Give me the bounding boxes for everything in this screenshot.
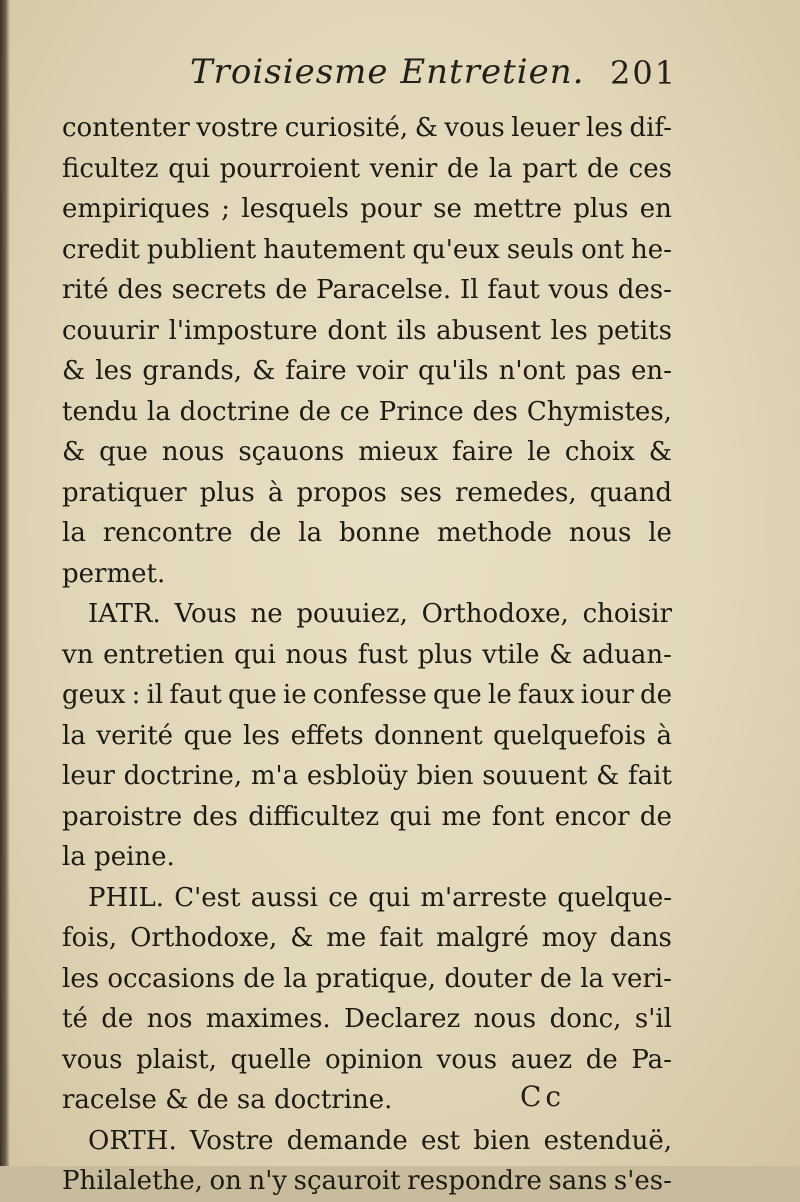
text-line: contenter vostre curiosité, & vous leuer les dif- (62, 113, 672, 143)
text-line: couurir l'imposture dont ils abusent les petits (62, 315, 672, 346)
text-line: & que nous sçauons mieux faire le choix & (62, 437, 672, 467)
text-line: vn entretien qui nous fust plus vtile & aduan- (62, 639, 672, 670)
text-line: ORTH. Vostre demande est bien estenduë, (88, 1125, 672, 1156)
text-line: & les grands, & faire voir qu'ils n'ont pas en- (62, 356, 672, 386)
text-line: leur doctrine, m'a esbloüy bien souuent & fait (62, 761, 672, 791)
text-line: fois, Orthodoxe, & me fait malgré moy dans (62, 923, 672, 953)
text-line: la peine. (62, 842, 175, 872)
text-line: racelse & de sa doctrine. (62, 1085, 393, 1115)
text-line: pratiquer plus à propos ses remedes, quand (62, 477, 672, 508)
text-line: paroistre des difficultez qui me font encor de (62, 801, 672, 832)
text-line: rité des secrets de Paracelse. Il faut vous des- (62, 275, 672, 305)
text-line: té de nos maximes. Declarez nous donc, s'il (62, 1004, 672, 1034)
text-line: Philalethe, on n'y sçauroit respondre sans s'es- (62, 1166, 672, 1196)
text-line: vous plaist, quelle opinion vous auez de Pa- (62, 1044, 672, 1075)
text-line: la rencontre de la bonne methode nous le (62, 518, 672, 548)
text-line: la verité que les effets donnent quelquefois à (62, 720, 672, 751)
page-number: 201 (610, 54, 678, 92)
text-line: empiriques ; lesquels pour se mettre plus en (62, 194, 672, 224)
binding-gutter (0, 0, 10, 1166)
text-line: tendu la doctrine de ce Prince des Chymistes, (62, 396, 672, 427)
page-header (0, 52, 800, 102)
text-line: ficultez qui pourroient venir de la part de ces (62, 153, 672, 184)
text-line: les occasions de la pratique, douter de la veri- (62, 963, 672, 994)
text-line: PHIL. C'est aussi ce qui m'arreste quelque- (88, 882, 672, 913)
text-line: geux : il faut que ie confesse que le faux iour de (62, 680, 672, 710)
running-title: Troisiesme Entretien. (190, 52, 585, 92)
text-line: IATR. Vous ne pouuiez, Orthodoxe, choisir (88, 599, 672, 629)
text-line: permet. (62, 558, 166, 589)
text-line: credit publient hautement qu'eux seuls ont he- (62, 234, 672, 265)
body-text (62, 108, 672, 1202)
catchword: Cc (520, 1080, 566, 1113)
